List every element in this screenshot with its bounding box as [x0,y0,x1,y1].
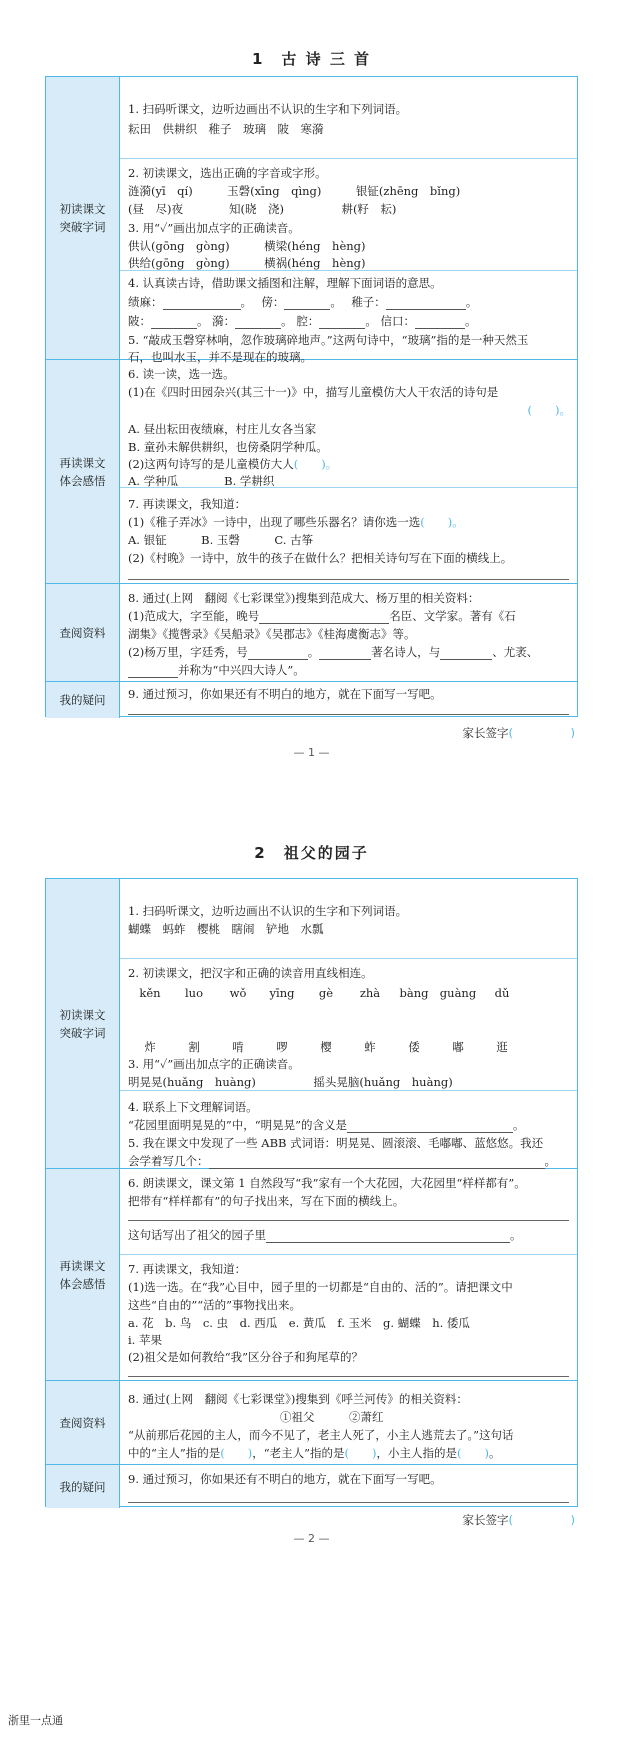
q2-text: 2. 初读课文，把汉字和正确的读音用直线相连。 [128,966,373,980]
q8-line2: 湖集》《揽辔录》《吴船录》《吴郡志》《桂海虞衡志》等。 [128,627,416,641]
q6-option-b: B. 童孙未解供耕织，也傍桑阴学种瓜。 [128,440,328,454]
q8-line3: 中的“主人”指的是( )，“老主人”指的是( )，小主人指的是( )。 [128,1446,501,1460]
q6-sub1: (1)在《四时田园杂兴(其三十一)》中，描写儿童模仿大人干农活的诗句是 [128,385,499,399]
q1-words: 耘田 供耕织 稚子 玻璃 陂 寒漪 [128,122,324,136]
section-label: 查阅资料 [46,584,120,681]
q6-options2: A. 学种瓜 B. 学耕织 [128,474,275,488]
char-item-0[interactable]: 炸 [144,1040,156,1054]
answer-line[interactable] [128,1375,569,1377]
q8-paren-2[interactable]: ( ) [344,1446,377,1460]
page-number: — 1 — [293,746,330,759]
parent-signature[interactable]: 家长签字( ) [462,726,575,740]
q5-line2: 石，也叫水玉，并不是现在的玻璃。 [128,350,312,364]
question-7 [120,1255,577,1381]
q9-text: 9. 通过预习，你如果还有不明白的地方，就在下面写一写吧。 [128,687,442,701]
section-first-reading [46,879,577,1169]
q8-options: ①祖父 ②萧红 [280,1410,384,1424]
char-item-5[interactable]: 蚱 [364,1040,376,1054]
q7-option-i: i. 苹果 [128,1333,162,1347]
pinyin-item-3[interactable]: yīng [269,986,295,1000]
lesson1-title: 1 古 诗 三 首 [251,50,372,68]
q7-sub1-paren[interactable]: ( )。 [420,515,464,529]
section-label: 我的疑问 [46,682,120,718]
q3-line1: 供认(gōng gòng) 横梁(héng hèng) [128,239,366,253]
q8-line1: (1)范成大，字至能，晚号 名臣、文学家。著有《石 [128,609,516,623]
question-9 [120,1465,577,1508]
pinyin-item-8[interactable]: dǔ [494,986,510,1000]
pinyin-item-0[interactable]: kěn [139,986,161,1000]
q8-text: 8. 通过(上网 翻阅《七彩课堂》)搜集到范成大、杨万里的相关资料： [128,591,480,605]
pinyin-item-4[interactable]: gè [318,986,334,1000]
q1-text: 1. 扫码听课文，边听边画出不认识的生字和下列词语。 [128,102,408,116]
question-2-3 [120,159,577,271]
question-2-3 [120,959,577,1091]
char-item-3[interactable]: 啰 [276,1040,288,1054]
section-lookup [46,1381,577,1465]
section-label: 查阅资料 [46,1381,120,1464]
q3-line2: 供给(gōng gòng) 横祸(héng hèng) [128,256,366,270]
q5-line1: 5. 我在课文中发现了一些 ABB 式词语：明晃晃、圆滚滚、毛嘟嘟、蓝悠悠。我还 [128,1136,544,1150]
publisher-mark: 浙里一点通 [8,1714,63,1727]
section-label: 再读课文 体会感悟 [46,1169,120,1380]
section-label: 我的疑问 [46,1465,120,1508]
q6-text: 6. 读一读，选一选。 [128,367,235,381]
q1-text: 1. 扫码听课文，边听边画出不认识的生字和下列词语。 [128,904,408,918]
q7-options: a. 花 b. 鸟 c. 虫 d. 西瓜 e. 黄瓜 f. 玉米 g. 蝴蝶 h. 倭瓜 [128,1316,470,1330]
q9-text: 9. 通过预习，你如果还有不明白的地方，就在下面写一写吧。 [128,1472,442,1486]
q8-line4: 并称为“中兴四大诗人”。 [128,662,571,678]
q7-line2: 这些“自由的”“活的”事物找出来。 [128,1298,302,1312]
page-number: — 2 — [293,1532,330,1545]
char-item-2[interactable]: 啃 [232,1040,244,1054]
q3-line: 明晃晃(huǎng huàng) 摇头晃脑(huǎng huàng) [128,1075,453,1089]
section-lookup [46,584,577,682]
q8-text: 8. 通过(上网 翻阅《七彩课堂》)搜集到《呼兰河传》的相关资料： [128,1392,468,1406]
parent-signature[interactable]: 家长签字( ) [462,1513,575,1527]
q3-text: 3. 用“✓”画出加点字的正确读音。 [128,1057,300,1071]
pinyin-item-5[interactable]: zhà [359,986,381,1000]
question-4-5 [120,271,577,364]
section-second-reading [46,1169,577,1381]
q4-line1: 绩麻： 。 傍： 。 稚子： 。 [128,295,478,309]
q7-sub2: (2)祖父是如何教给“我”区分谷子和狗尾草的？ [128,1350,364,1364]
question-7 [120,488,577,584]
q7-line1: (1)选一选。在“我”心目中，园子里的一切都是“自由的、活的”。请把课文中 [128,1280,513,1294]
section-label: 初读课文 突破字词 [46,77,120,359]
question-1 [120,879,577,959]
answer-line[interactable] [128,1501,569,1503]
answer-line[interactable] [128,1219,569,1221]
q5-line1: 5. “敲成玉磬穿林响，忽作玻璃碎地声。”这两句诗中，“玻璃”指的是一种天然玉 [128,333,529,347]
char-item-8[interactable]: 逛 [496,1040,508,1054]
q5-line2: 会学着写几个： 。 [128,1154,556,1168]
q7-text: 7. 再读课文，我知道： [128,497,247,511]
question-9 [120,682,577,718]
pinyin-item-1[interactable]: luo [184,986,203,1000]
q6-sub2: (2)这两句诗写的是儿童模仿大人( )。 [128,457,338,471]
section-first-reading [46,77,577,364]
q7-sub1: (1)《稚子弄冰》一诗中，出现了哪些乐器名？请你选一选( )。 [128,515,464,529]
char-item-1[interactable]: 割 [188,1040,200,1054]
question-6 [120,360,577,488]
q6-answer-paren[interactable]: ( )。 [527,403,571,417]
q7-sub2: (2)《村晚》一诗中，放牛的孩子在做什么？把相关诗句写在下面的横线上。 [128,551,513,565]
section-second-reading [46,360,577,584]
q8-line3: (2)杨万里，字廷秀，号 。 著名诗人，与 、尤袤、 [128,645,539,659]
q7-text: 7. 再读课文，我知道： [128,1262,247,1276]
answer-line[interactable] [128,578,569,580]
q2-pinyin-row [128,985,571,1001]
section-question [46,1465,577,1508]
q6-line1: 6. 朗读课文，课文第 1 自然段写“我”家有一个大花园，大花园里“样样都有”。 [128,1176,526,1190]
q4-sub: “花园里面明晃晃的”中，“明晃晃”的含义是 。 [128,1118,525,1132]
question-8 [120,584,577,682]
char-item-7[interactable]: 嘟 [452,1040,464,1054]
question-8 [120,1381,577,1465]
q2-text: 2. 初读课文，选出正确的字音或字形。 [128,166,327,180]
q2-line1: 涟漪(yī qí) 玉磬(xīng qìng) 银钲(zhēng bǐng) [128,184,461,198]
q2-char-row [128,1039,571,1055]
q3-text: 3. 用“✓”画出加点字的正确读音。 [128,221,300,235]
section-question [46,682,577,718]
char-item-6[interactable]: 倭 [408,1040,420,1054]
q8-paren-1[interactable]: ( ) [220,1446,253,1460]
question-6 [120,1169,577,1255]
q4-text: 4. 认真读古诗，借助课文插图和注解，理解下面词语的意思。 [128,276,442,290]
question-1 [120,77,577,159]
answer-line[interactable] [128,713,569,715]
q1-words: 蝴蝶 蚂蚱 樱桃 瞎闹 铲地 水瓢 [128,922,324,936]
lesson2-title: 2 祖父的园子 [254,844,369,862]
lesson2-table [45,878,578,1507]
lesson1-table [45,76,578,717]
question-4-5 [120,1091,577,1169]
q6-option-a: A. 昼出耘田夜绩麻，村庄儿女各当家 [128,422,317,436]
pinyin-item-7[interactable]: guàng [439,986,477,1000]
q6-sub2-paren[interactable]: ( )。 [293,457,338,471]
q4-text: 4. 联系上下文理解词语。 [128,1100,258,1114]
q6-line3: 这句话写出了祖父的园子里 。 [128,1228,522,1242]
q6-line2: 把带有“样样都有”的句子找出来，写在下面的横线上。 [128,1194,405,1208]
q8-paren-3[interactable]: ( ) [457,1446,489,1460]
q7-options: A. 银钲 B. 玉磬 C. 古筝 [128,533,314,547]
pinyin-item-6[interactable]: bàng [399,986,429,1000]
char-item-4[interactable]: 樱 [320,1040,332,1054]
q8-quote: “从前那后花园的主人，而今不见了，老主人死了，小主人逃荒去了。”这句话 [128,1428,514,1442]
q2-line2: (昼 尽)夜 知(晓 浇) 耕(籽 耘) [128,202,397,216]
q4-line2: 陂： 。 漪： 。 腔： 。 信口： 。 [128,314,477,328]
section-label: 初读课文 突破字词 [46,879,120,1168]
pinyin-item-2[interactable]: wǒ [229,986,247,1000]
section-label: 再读课文 体会感悟 [46,360,120,583]
